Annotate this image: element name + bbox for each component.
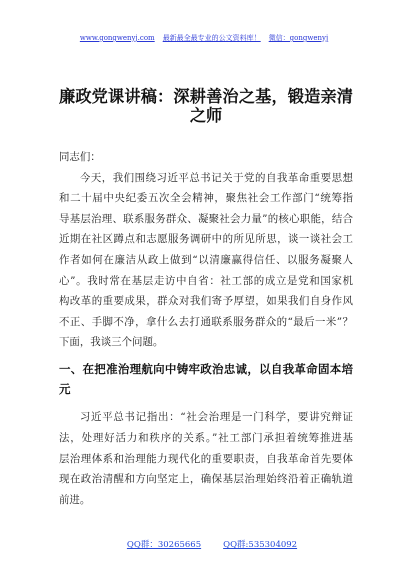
title-line: 廉政党课讲稿：深耕善治之基，锻造亲清 bbox=[59, 87, 353, 106]
body-line: 近期在社区蹲点和志愿服务调研中的所见所思，谈一谈社会工 bbox=[59, 233, 353, 246]
body-line: 心”。我时常在基层走访中自省：社工部的成立是党和国家机 bbox=[59, 274, 353, 287]
section-1-heading bbox=[59, 359, 353, 399]
header-slogan: 最新最全最专业的公文资料库！ bbox=[162, 34, 261, 42]
body-line: 作者如何在廉洁从政上做到“以清廉赢得信任、以服务凝聚人 bbox=[59, 253, 353, 266]
page-footer bbox=[0, 539, 408, 551]
section-1-paragraph bbox=[59, 407, 353, 510]
salutation: 同志们： bbox=[59, 151, 101, 163]
document-body bbox=[59, 147, 353, 510]
body-line: 构改革的重要成果，群众对我们寄予厚望，如果我们自身作风 bbox=[59, 295, 353, 308]
header-wechat: 微信：gongwenyj bbox=[268, 34, 329, 42]
body-line: 下面，我谈三个问题。 bbox=[59, 336, 164, 349]
intro-paragraph bbox=[59, 168, 353, 353]
body-line: 和二十届中央纪委五次全会精神，聚焦社会工作部门“统筹指 bbox=[59, 192, 353, 205]
body-line: 习近平总书记指出：“社会治理是一门科学，要讲究辩证 bbox=[79, 411, 353, 424]
body-line: 前进。 bbox=[59, 493, 91, 506]
body-line: 今天，我们围绕习近平总书记关于党的自我革命重要思想 bbox=[79, 171, 353, 184]
header-site-url: www.gongwenyj.com bbox=[79, 34, 155, 42]
heading-line: 一、在把准治理航向中铸牢政治忠诚，以自我革命固本培 bbox=[59, 362, 353, 377]
body-line: 现在政治清醒和方向坚定上，确保基层治理始终沿着正确轨道 bbox=[59, 473, 353, 486]
body-line: 导基层治理、联系服务群众、凝聚社会力量”的核心职能，结合 bbox=[59, 212, 353, 225]
footer-qq-group-1: QQ群：30265665 bbox=[126, 540, 202, 550]
heading-line: 元 bbox=[59, 382, 71, 397]
body-line: 法，处理好活力和秩序的关系。”社工部门承担着统筹推进基 bbox=[59, 432, 353, 445]
body-line: 不正、手脚不净，拿什么去打通联系服务群众的“最后一米”？ bbox=[59, 315, 353, 328]
page-header bbox=[0, 33, 408, 43]
document-title bbox=[59, 87, 353, 125]
title-line: 之师 bbox=[189, 106, 223, 125]
footer-qq-group-2: QQ群:535304092 bbox=[223, 540, 298, 550]
body-line: 层治理体系和治理能力现代化的重要职责，自我革命首先要体 bbox=[59, 452, 353, 465]
